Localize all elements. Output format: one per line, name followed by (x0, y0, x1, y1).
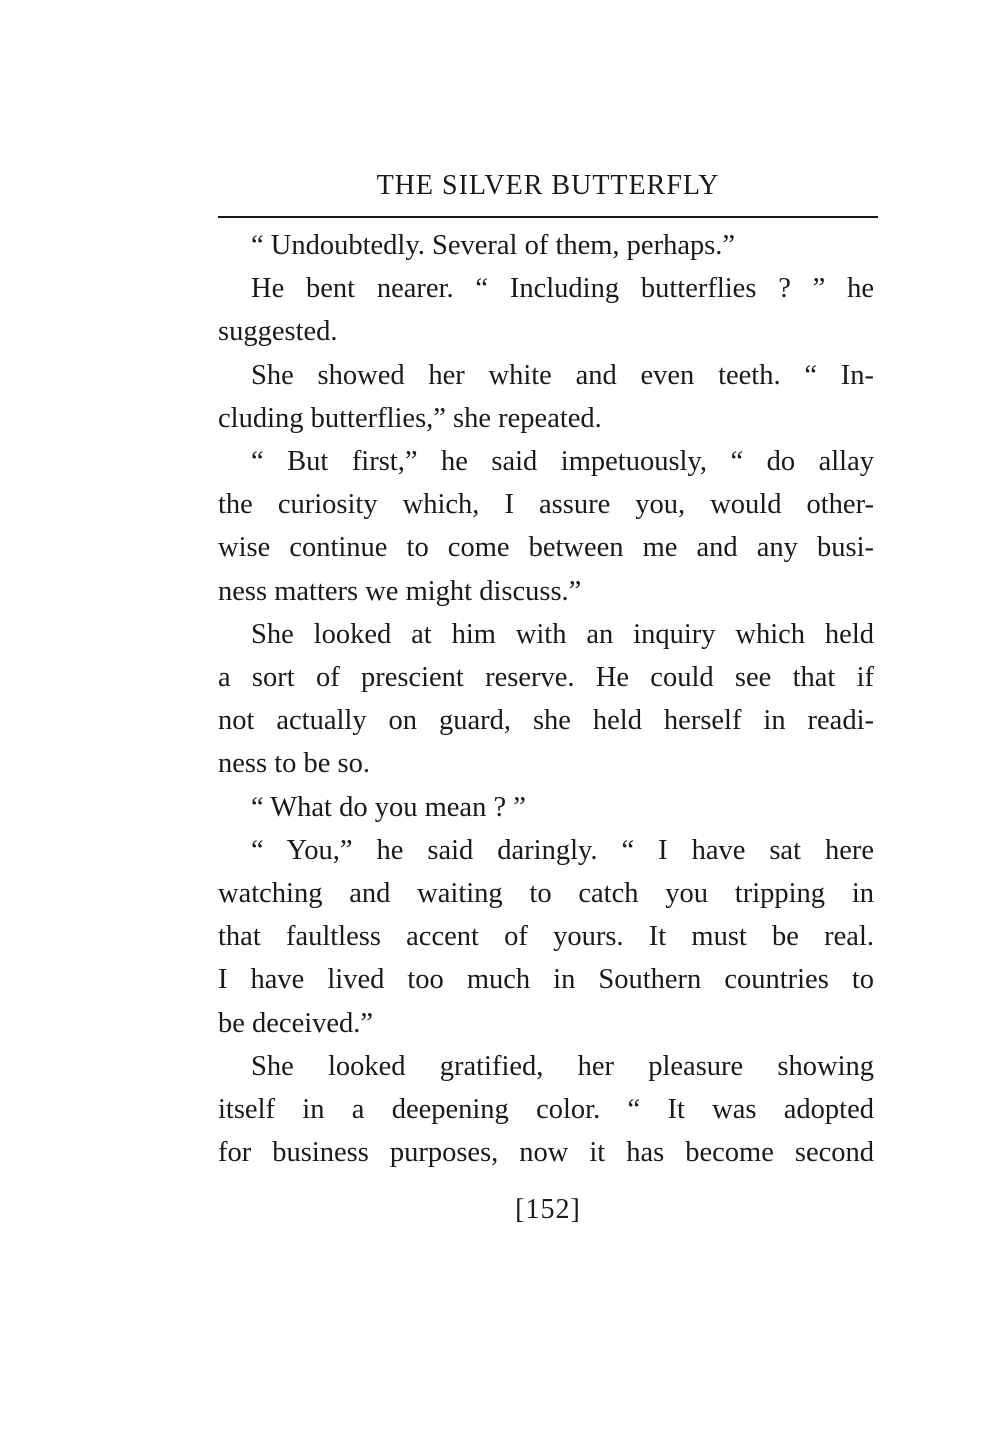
page-number: [152] (515, 1194, 581, 1225)
text-line: itself in a deepening color. “ It was adopted (218, 1094, 874, 1126)
paragraph-4 (218, 440, 874, 613)
paragraph-3 (218, 354, 874, 440)
paragraph-2 (218, 267, 874, 353)
paragraph-5 (218, 613, 874, 786)
text-line: that faultless accent of yours. It must be real. (218, 921, 874, 953)
header-rule (218, 216, 878, 218)
text-line: a sort of prescient reserve. He could see that if (218, 662, 874, 694)
text-line: suggested. (218, 316, 338, 348)
text-line: the curiosity which, I assure you, would other- (218, 489, 874, 521)
text-line: watching and waiting to catch you tripping in (218, 878, 874, 910)
text-line: for business purposes, now it has become second (218, 1137, 874, 1169)
text-line: wise continue to come between me and any busi- (218, 532, 874, 564)
body-text (218, 224, 874, 1174)
text-line: “ What do you mean ? ” (251, 791, 526, 823)
text-line: “ Undoubtedly. Several of them, perhaps.” (251, 230, 736, 261)
text-line: ness to be so. (218, 748, 370, 780)
paragraph-6 (218, 786, 874, 829)
paragraph-8 (218, 1045, 874, 1175)
text-line: cluding butterflies,” she repeated. (218, 402, 602, 434)
text-line: “ But first,” he said impetuously, “ do allay (251, 446, 874, 478)
text-line: ness matters we might discuss.” (218, 575, 582, 607)
text-line: not actually on guard, she held herself in readi- (218, 705, 874, 737)
text-line: She showed her white and even teeth. “ In- (251, 359, 874, 391)
text-line: She looked gratified, her pleasure showing (251, 1050, 874, 1082)
text-line: be deceived.” (218, 1007, 374, 1039)
text-line: I have lived too much in Southern countries to (218, 964, 874, 996)
running-head: THE SILVER BUTTERFLY (376, 170, 720, 201)
text-line: “ You,” he said daringly. “ I have sat here (251, 834, 874, 866)
text-line: She looked at him with an inquiry which held (251, 618, 874, 650)
paragraph-1 (218, 224, 874, 267)
paragraph-7 (218, 829, 874, 1045)
text-line: He bent nearer. “ Including butterflies ? ” he (251, 273, 874, 305)
